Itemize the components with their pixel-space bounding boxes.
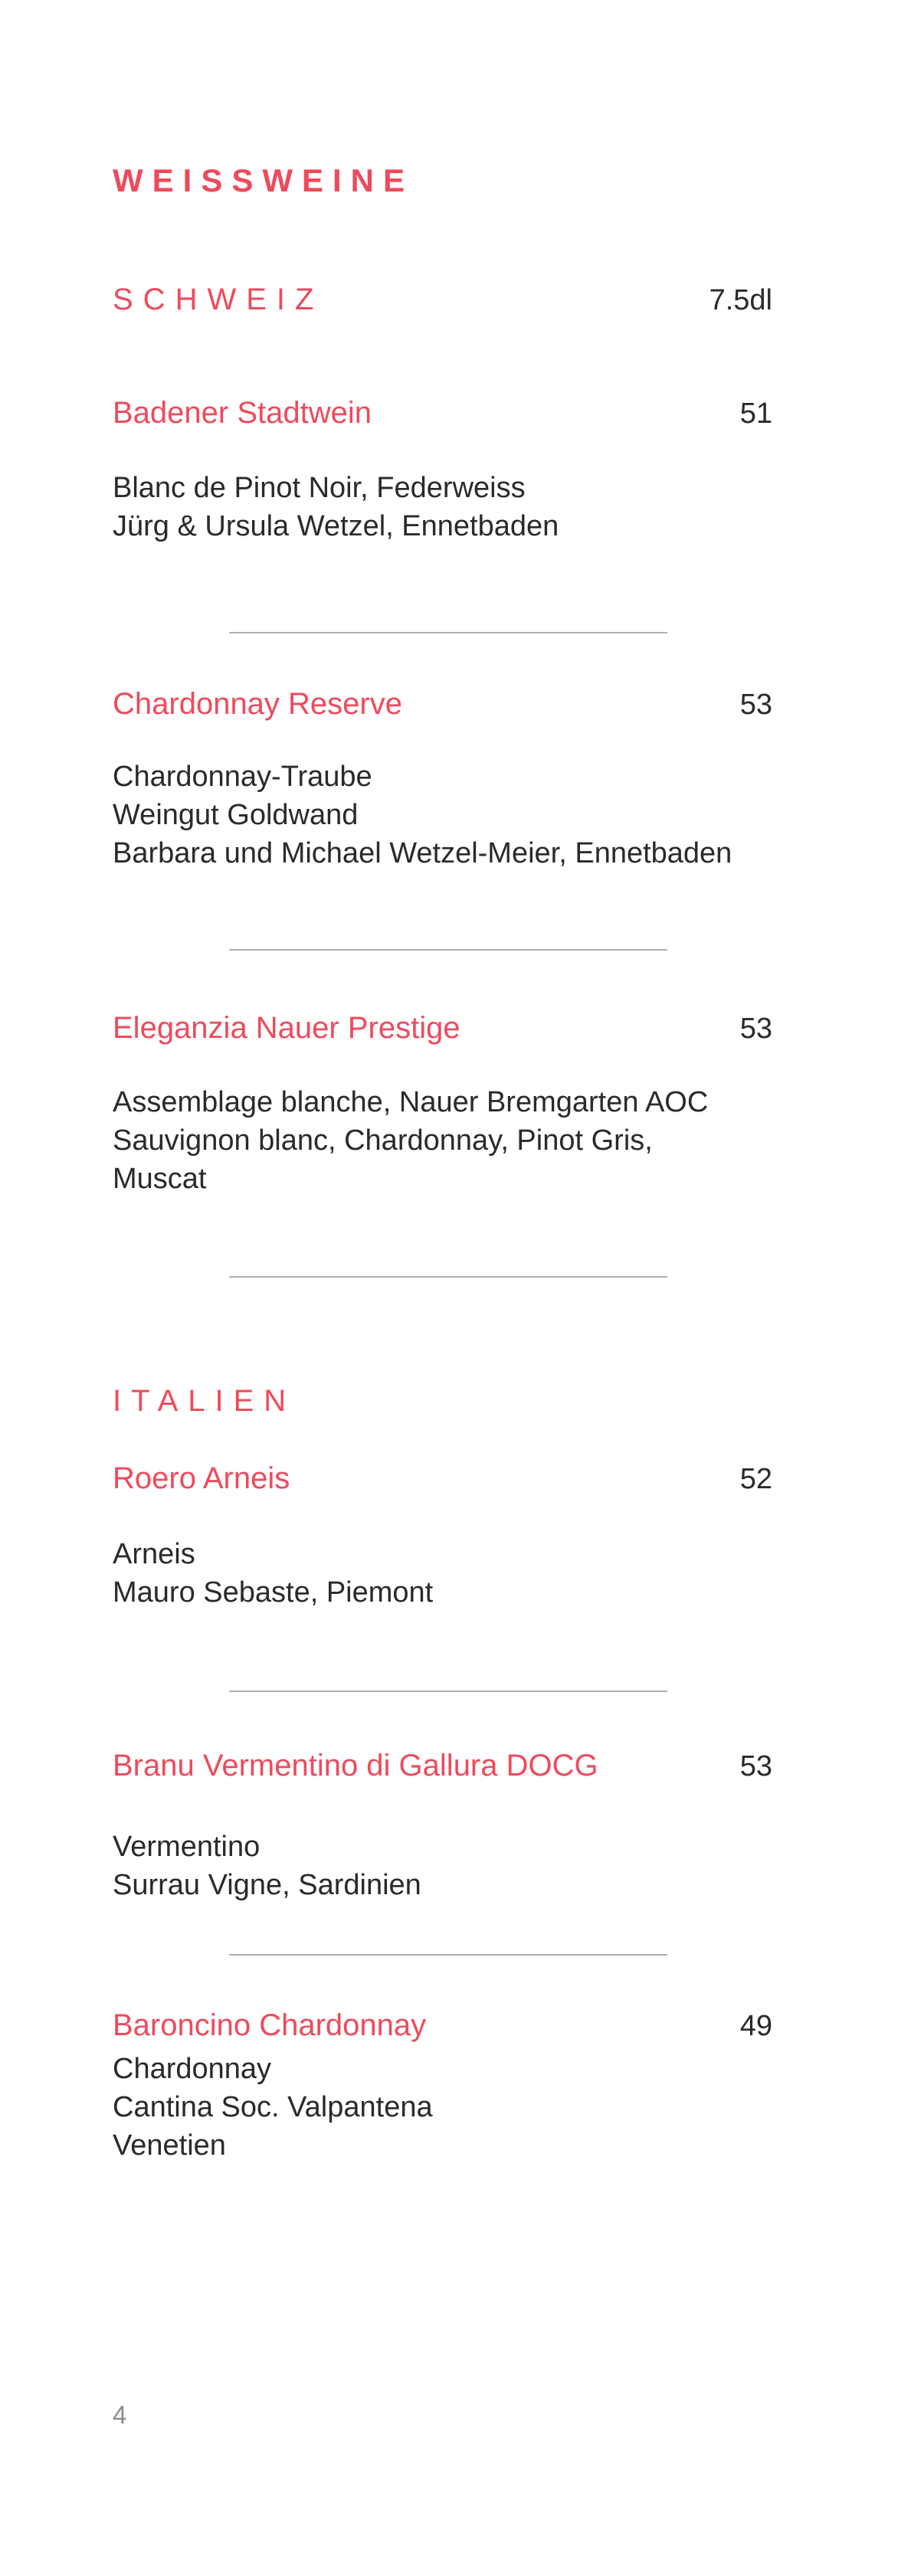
wine-description-line: Mauro Sebaste, Piemont [113, 1576, 434, 1609]
wine-description [113, 2050, 802, 2165]
divider [229, 632, 667, 633]
divider [229, 949, 667, 951]
section-heading-schweiz: SCHWEIZ [113, 283, 324, 316]
wine-row [113, 1463, 772, 1494]
wine-description-line: Venetien [113, 2129, 226, 2162]
divider [229, 1954, 667, 1956]
wine-row [113, 398, 772, 428]
wine-row [113, 2010, 772, 2041]
volume-column-label: 7.5dl [709, 284, 772, 316]
divider [229, 1276, 667, 1278]
wine-description-line: Assemblage blanche, Nauer Bremgarten AOC [113, 1086, 709, 1118]
wine-price: 52 [739, 1463, 772, 1495]
wine-price: 53 [739, 1750, 772, 1782]
wine-description-line: Jürg & Ursula Wetzel, Ennetbaden [113, 510, 559, 542]
wine-description [113, 1535, 802, 1612]
wine-price: 53 [739, 1013, 772, 1045]
wine-name: Chardonnay Reserve [113, 687, 402, 721]
wine-name: Branu Vermentino di Gallura DOCG [113, 1749, 598, 1782]
wine-description-line: Muscat [113, 1163, 207, 1195]
wine-description-line: Arneis [113, 1538, 195, 1570]
wine-description [113, 1083, 802, 1198]
wine-description-line: Vermentino [113, 1831, 261, 1863]
wine-price: 49 [739, 2010, 772, 2042]
wine-row [113, 1013, 772, 1043]
section-header-italien [113, 1386, 772, 1416]
wine-price: 51 [739, 398, 772, 430]
wine-description-line: Blanc de Pinot Noir, Federweiss [113, 472, 526, 504]
section-header-schweiz [113, 284, 772, 315]
wine-description-line: Sauvignon blanc, Chardonnay, Pinot Gris, [113, 1124, 653, 1157]
wine-description-line: Weingut Goldwand [113, 799, 359, 831]
divider [229, 1691, 667, 1692]
wine-description-line: Surrau Vigne, Sardinien [113, 1869, 421, 1901]
page-number: 4 [113, 2401, 127, 2429]
wine-description [113, 1828, 802, 1904]
wine-description-line: Chardonnay-Traube [113, 761, 372, 793]
wine-name: Eleganzia Nauer Prestige [113, 1011, 460, 1045]
wine-description [113, 758, 802, 872]
wine-name: Badener Stadtwein [113, 396, 372, 430]
wine-description-line: Chardonnay [113, 2053, 272, 2085]
section-heading-italien: ITALIEN [113, 1384, 297, 1418]
wine-description-line: Barbara und Michael Wetzel-Meier, Ennetbaden [113, 837, 732, 869]
page-title: WEISSWEINE [113, 162, 415, 198]
wine-row [113, 1750, 772, 1781]
wine-name: Baroncino Chardonnay [113, 2008, 427, 2042]
wine-row [113, 689, 772, 719]
wine-name: Roero Arneis [113, 1461, 290, 1495]
wine-description-line: Cantina Soc. Valpantena [113, 2091, 433, 2123]
wine-price: 53 [739, 689, 772, 721]
wine-description [113, 469, 802, 545]
